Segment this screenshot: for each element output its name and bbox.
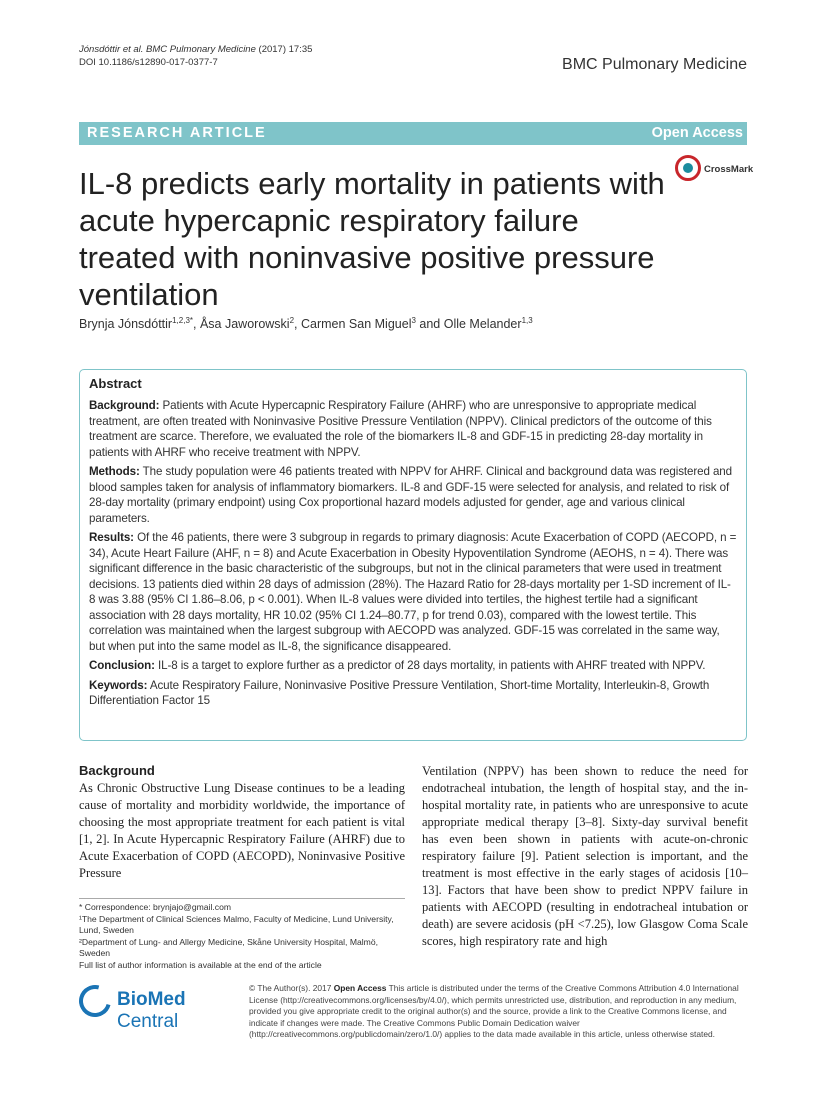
abstract-results: Results: Of the 46 patients, there were 3 subgroup in regards to primary diagnosis: Acute Exacerbation of COPD (AECOPD, n = 34), Acute Heart Failure (AHF, n = 8) and Acute Exacerbation in Obesity Hypoventilation Syndrome (AEOHS, n = 4). There was significant difference in the basic characteristic of the subgroups, but not in the clinical parameters that were used in treatment decisions. 13 patients died within 28 days of admission (28%). The Hazard Ratio for 28-days mortality per 1-SD increment of IL-8 was 3.88 (95% CI 1.86–8.06, p < 0.001). When IL-8 values were divided into tertiles, the highest tertile had a significant association with 28 days mortality, HR 10.02 (95% CI 1.24–80.77, p for trend 0.03), compared with the lowest tertile. This correlation was maintained when the largest subgroup with AECOPD was analyzed. GDF-15 was correlated in the same way, but when put into the same model as IL-8, the significance disappeared. — [89, 531, 737, 653]
citation-journal: et al. BMC Pulmonary Medicine — [120, 44, 256, 55]
article-type-banner — [79, 122, 747, 145]
article-type: RESEARCH ARTICLE — [87, 125, 267, 141]
body-paragraph: Ventilation (NPPV) has been shown to reduce the need for endotracheal intubation, the length of hospital stay, and the in-hospital mortality rate, in patients who are unresponsive to acute appropriate medical therapy [3–8]. Sixty-day survival benefit has even been shown in patients with acute-on-chronic respiratory failure [9]. Patient selection is important, and the treatment is most effective in the early stages of acidosis [10–13]. Factors that have been show to predict NPPV failure in patients with AECOPD (resulting in endotracheal intubation or death) are severe acidosis (pH <7.25), low Glasgow Coma Scale scores, high respiratory rate and high — [422, 764, 748, 948]
abstract-conclusion: Conclusion: IL-8 is a target to explore further as a predictor of 28 days mortality, in patients with AHRF treated with NPPV. — [89, 659, 706, 672]
publisher-name: BioMed Central — [117, 989, 186, 1032]
section-heading-background: Background — [79, 763, 155, 778]
article-title: IL-8 predicts early mortality in patients with acute hypercapnic respiratory failure treated with noninvasive positive pressure ventilation — [79, 166, 665, 312]
author-affiliation: 1,3 — [521, 316, 533, 325]
open-access-label: Open Access — [333, 983, 387, 993]
author-affiliation: 1,2,3* — [172, 316, 194, 325]
doi[interactable]: DOI 10.1186/s12890-017-0377-7 — [79, 57, 218, 68]
biomed-central-icon — [73, 979, 117, 1023]
affiliation-note: ¹The Department of Clinical Sciences Malmo, Faculty of Medicine, Lund University, Lund, Sweden — [79, 913, 394, 935]
author-info-note: Full list of author information is available at the end of the article — [79, 959, 322, 970]
author-name: Olle Melander — [443, 317, 522, 332]
citation-year-volume: (2017) 17:35 — [255, 44, 313, 55]
correspondence-note: * Correspondence: brynjajo@gmail.com — [79, 902, 232, 912]
abstract-box — [79, 369, 747, 741]
body-column-right — [422, 763, 748, 950]
abstract-keywords: Keywords: Acute Respiratory Failure, Noninvasive Positive Pressure Ventilation, Short-time Mortality, Interleukin-8, Growth Differentiation Factor 15 — [89, 678, 710, 707]
crossmark-icon — [675, 155, 701, 181]
open-access-badge: Open Access — [651, 125, 743, 141]
body-paragraph: As Chronic Obstructive Lung Disease continues to be a leading cause of mortality and morbidity worldwide, the importance of choosing the most appropriate treatment for each patient is vital [1, 2]. In Acute Hypercapnic Respiratory Failure (AHRF) due to Acute Exacerbation of COPD (AECOPD), Noninvasive Positive Pressure — [79, 781, 405, 880]
citation-header — [79, 43, 312, 69]
abstract-heading: Abstract — [89, 376, 142, 391]
citation-authors: Jónsdóttir — [79, 44, 121, 55]
author-list: Brynja Jónsdóttir$^{1,2,3*}$, Åsa Jaworowski$^2$, Carmen San Miguel$^3$ and Olle Melander$^{1,3}$ — [79, 316, 533, 332]
author-name: Brynja Jónsdóttir — [79, 317, 173, 332]
crossmark-badge[interactable] — [675, 155, 755, 187]
license-statement: © The Author(s). 2017 Open Access This article is distributed under the terms of the Creative Commons Attribution 4.0 International License (http://creativecommons.org/licenses/by/4.0/), which permits unrestricted use, distribution, and reproduction in any medium, provided you give appropriate credit to the original author(s) and the source, provide a link to the Creative Commons license, and indicate if changes were made. The Creative Commons Public Domain Dedication waiver (http://creativecommons.org/publicdomain/zero/1.0/) applies to the data made available in this article, unless otherwise stated. — [249, 983, 739, 1039]
author-affiliation: 3 — [411, 316, 416, 325]
crossmark-label: CrossMark — [704, 164, 754, 175]
abstract-background: Background: Patients with Acute Hypercapnic Respiratory Failure (AHRF) who are unresponsive to appropriate medical treatment, are often treated with Noninvasive Positive Pressure Ventilation (NPPV). Clinical predictors of the outcome of this treatment are scarce. Therefore, we evaluated the role of the biomarkers IL-8 and GDF-15 in predicting 28-day mortality in patients with AHRF who receive treatment with NPPV. — [89, 399, 712, 459]
affiliation-note: ²Department of Lung- and Allergy Medicine, Skåne University Hospital, Malmö, Sweden — [79, 936, 379, 958]
biomed-central-logo[interactable] — [79, 985, 239, 1032]
body-column-left — [79, 763, 405, 882]
author-name: Carmen San Miguel — [301, 317, 412, 332]
author-affiliation: 2 — [289, 316, 295, 325]
abstract-methods: Methods: The study population were 46 patients treated with NPPV for AHRF. Clinical and background data was registered and blood samples taken for analysis of inflammatory biomarkers. IL-8 and GDF-15 were selected for analysis, and related to risk of 28-day mortality (primary endpoint) using Cox proportional hazard models adjusted for gender, age and various clinical parameters. — [89, 465, 732, 525]
footnotes — [79, 898, 405, 971]
journal-name: BMC Pulmonary Medicine — [562, 56, 747, 73]
author-name: Åsa Jaworowski — [199, 317, 290, 332]
